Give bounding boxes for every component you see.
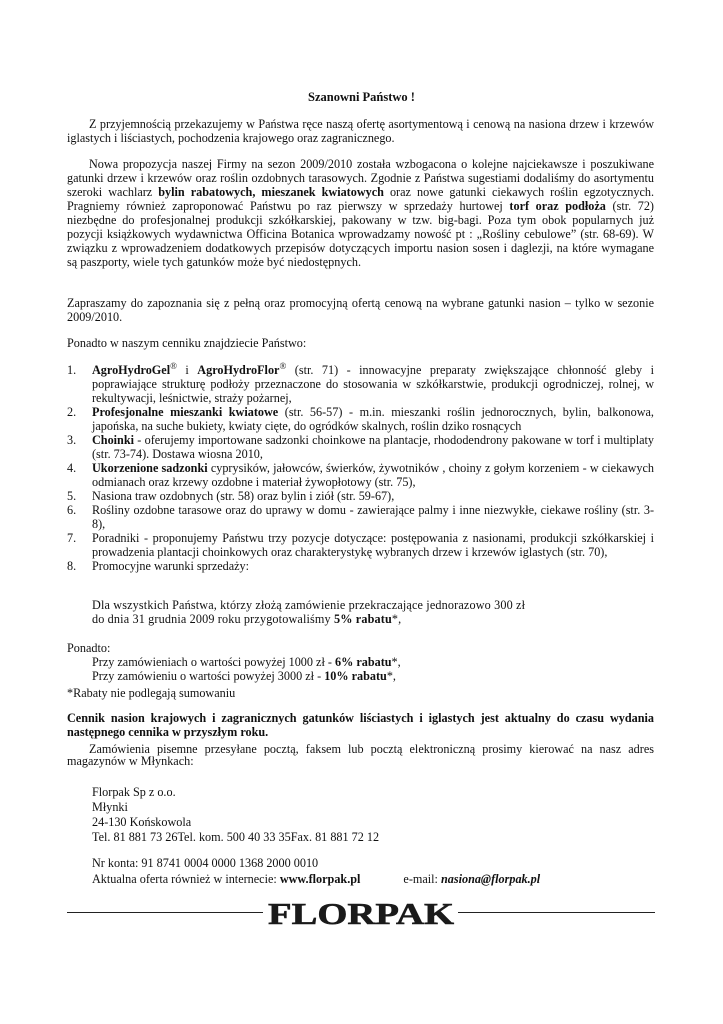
list-intro: Ponadto w naszym cenniku znajdziecie Państwo: — [67, 336, 307, 350]
company-address — [92, 785, 679, 844]
company-name: Florpak Sp z o.o. — [92, 785, 176, 799]
company-postal: 24-130 Końskowola — [92, 815, 192, 829]
phone: Tel. 81 881 73 26 — [92, 830, 178, 844]
contact-line: Aktualna oferta również w internecie: www.florpak.pl e-mail: nasiona@florpak.pl — [92, 872, 541, 886]
bank-account: Nr konta: 91 8741 0004 0000 1368 2000 0010 — [92, 856, 319, 870]
discount-note: *Rabaty nie podlegają sumowaniu — [67, 686, 236, 700]
offer-list — [67, 360, 654, 573]
list-item: 6. Rośliny ozdobne tarasowe oraz do uprawy w domu - zawierające palmy i inne niezwykłe, ciekawe rośliny (str. 3-8), — [67, 503, 654, 531]
discount-10: 10% rabatu — [324, 669, 387, 683]
list-item: 1. AgroHydroGel® i AgroHydroFlor® (str. 71) - innowacyjne preparaty zwiększające chłonność gleby i poprawiające strukturę podłoży przeznaczone do stosowania w szkółkarstwie, produkcji ogrodniczej, rolnej, w rekultywacji, leśnictwie, straży pożarnej, — [67, 360, 654, 405]
company-town: Młynki — [92, 800, 128, 814]
list-item: 5. Nasiona traw ozdobnych (str. 58) oraz bylin i ziół (str. 59-67), — [67, 489, 395, 503]
discount-5: 5% rabatu — [334, 612, 392, 626]
list-item: 2. Profesjonalne mieszanki kwiatowe (str. 56-57) - m.in. mieszanki roślin jednorocznych, bylin, balkonowa, japońska, na suche bukiety, kwiaty cięte, do ogródków skalnych, roślin dziko rosnących — [67, 405, 654, 433]
validity-notice: Cennik nasion krajowych i zagranicznych gatunków liściastych i iglastych jest aktualny do czasu wydania następnego cennika w przyszłym roku. — [67, 711, 654, 739]
highlight-peat: torf oraz podłoża — [509, 199, 606, 213]
website-link[interactable]: www.florpak.pl — [279, 872, 361, 886]
list-item: 7. Poradniki - proponujemy Państwu trzy pozycje dotyczące: postępowania z nasionami, produkcji szkółkarskiej i prowadzenia plantacji choinkowych oraz charakterystykę wybranych drzew i krzewów iglastych (str. 70), — [67, 531, 654, 559]
footer-rule-right — [458, 912, 655, 913]
logo-text: FLORPAK — [268, 896, 454, 931]
intro-paragraph: Z przyjemnością przekazujemy w Państwa ręce naszą ofertę asortymentową i cenową na nasiona drzew i krzewów iglastych i liściastych, pochodzenia krajowego oraz zagranicznego. — [67, 117, 654, 145]
ponadto-label: Ponadto: — [67, 641, 111, 655]
discount-row: Przy zamówieniach o wartości powyżej 1000 zł - 6% rabatu*, — [92, 655, 401, 669]
mobile-phone: Tel. kom. 500 40 33 35 — [177, 830, 291, 844]
highlight-perennials: bylin rabatowych, mieszanek kwiatowych — [158, 185, 384, 199]
page-title: Szanowni Państwo ! — [308, 90, 415, 104]
discount-row: Przy zamówieniu o wartości powyżej 3000 zł - 10% rabatu*, — [92, 669, 396, 683]
list-item: 4. Ukorzenione sadzonki cyprysików, jałowców, świerków, żywotników , choiny z gołym korzeniem - w ciekawych odmianach oraz krzewy ozdobne i materiał żywopłotowy (str. 75), — [67, 461, 654, 489]
email-link[interactable]: nasiona@florpak.pl — [440, 872, 541, 886]
invite-paragraph: Zapraszamy do zapoznania się z pełną oraz promocyjną ofertą cenową na wybrane gatunki nasion – tylko w sezonie 2009/2010. — [67, 296, 654, 324]
orders-paragraph: Zamówienia pisemne przesyłane pocztą, faksem lub pocztą elektroniczną prosimy kierować na nasz adres magazynów w Młynkach: — [67, 742, 654, 768]
footer-rule-left — [67, 912, 263, 913]
list-item: 3. Choinki - oferujemy importowane sadzonki choinkowe na plantacje, rhododendrony pakowane w torf i multiplaty (str. 73-74). Dostawa wiosna 2010, — [67, 433, 654, 461]
list-item: 8. Promocyjne warunki sprzedaży: — [67, 559, 250, 573]
fax: Fax. 81 881 72 12 — [290, 830, 380, 844]
promo-block: Dla wszystkich Państwa, którzy złożą zamówienie przekraczające jednorazowo 300 zł do dnia 31 grudnia 2009 roku przygotowaliśmy 5% rabatu*, — [92, 598, 526, 626]
discount-6: 6% rabatu — [335, 655, 392, 669]
offer-paragraph: Nowa propozycja naszej Firmy na sezon 2009/2010 została wzbogacona o kolejne najciekawsze i poszukiwane gatunki drzew i krzewów oraz roślin ozdobnych tarasowych. Zgodnie z Państwa sugestiami dodaliśmy do asortymentu szeroki wachlarz bylin rabatowych, mieszanek kwiatowych oraz nowe gatunki ciekawych roślin egzotycznych. Pragniemy również zaproponować Państwu po raz pierwszy w sprzedaży hurtowej torf oraz podłoża (str. 72) niezbędne do profesjonalnej produkcji szkółkarskiej, pakowany w tzw. big-bagi. Poza tym obok popularnych już pozycji książkowych wydawnictwa Officina Botanica wprowadzamy nowość pt : „Rośliny cebulowe” (str. 68-69). W związku z wprowadzeniem dodatkowych przepisów dotyczących importu nasion sosen i daglezji, na które wymagane są paszporty, wiele tych gatunków może być niedostępnych. — [67, 157, 654, 269]
florpak-logo — [264, 895, 458, 931]
